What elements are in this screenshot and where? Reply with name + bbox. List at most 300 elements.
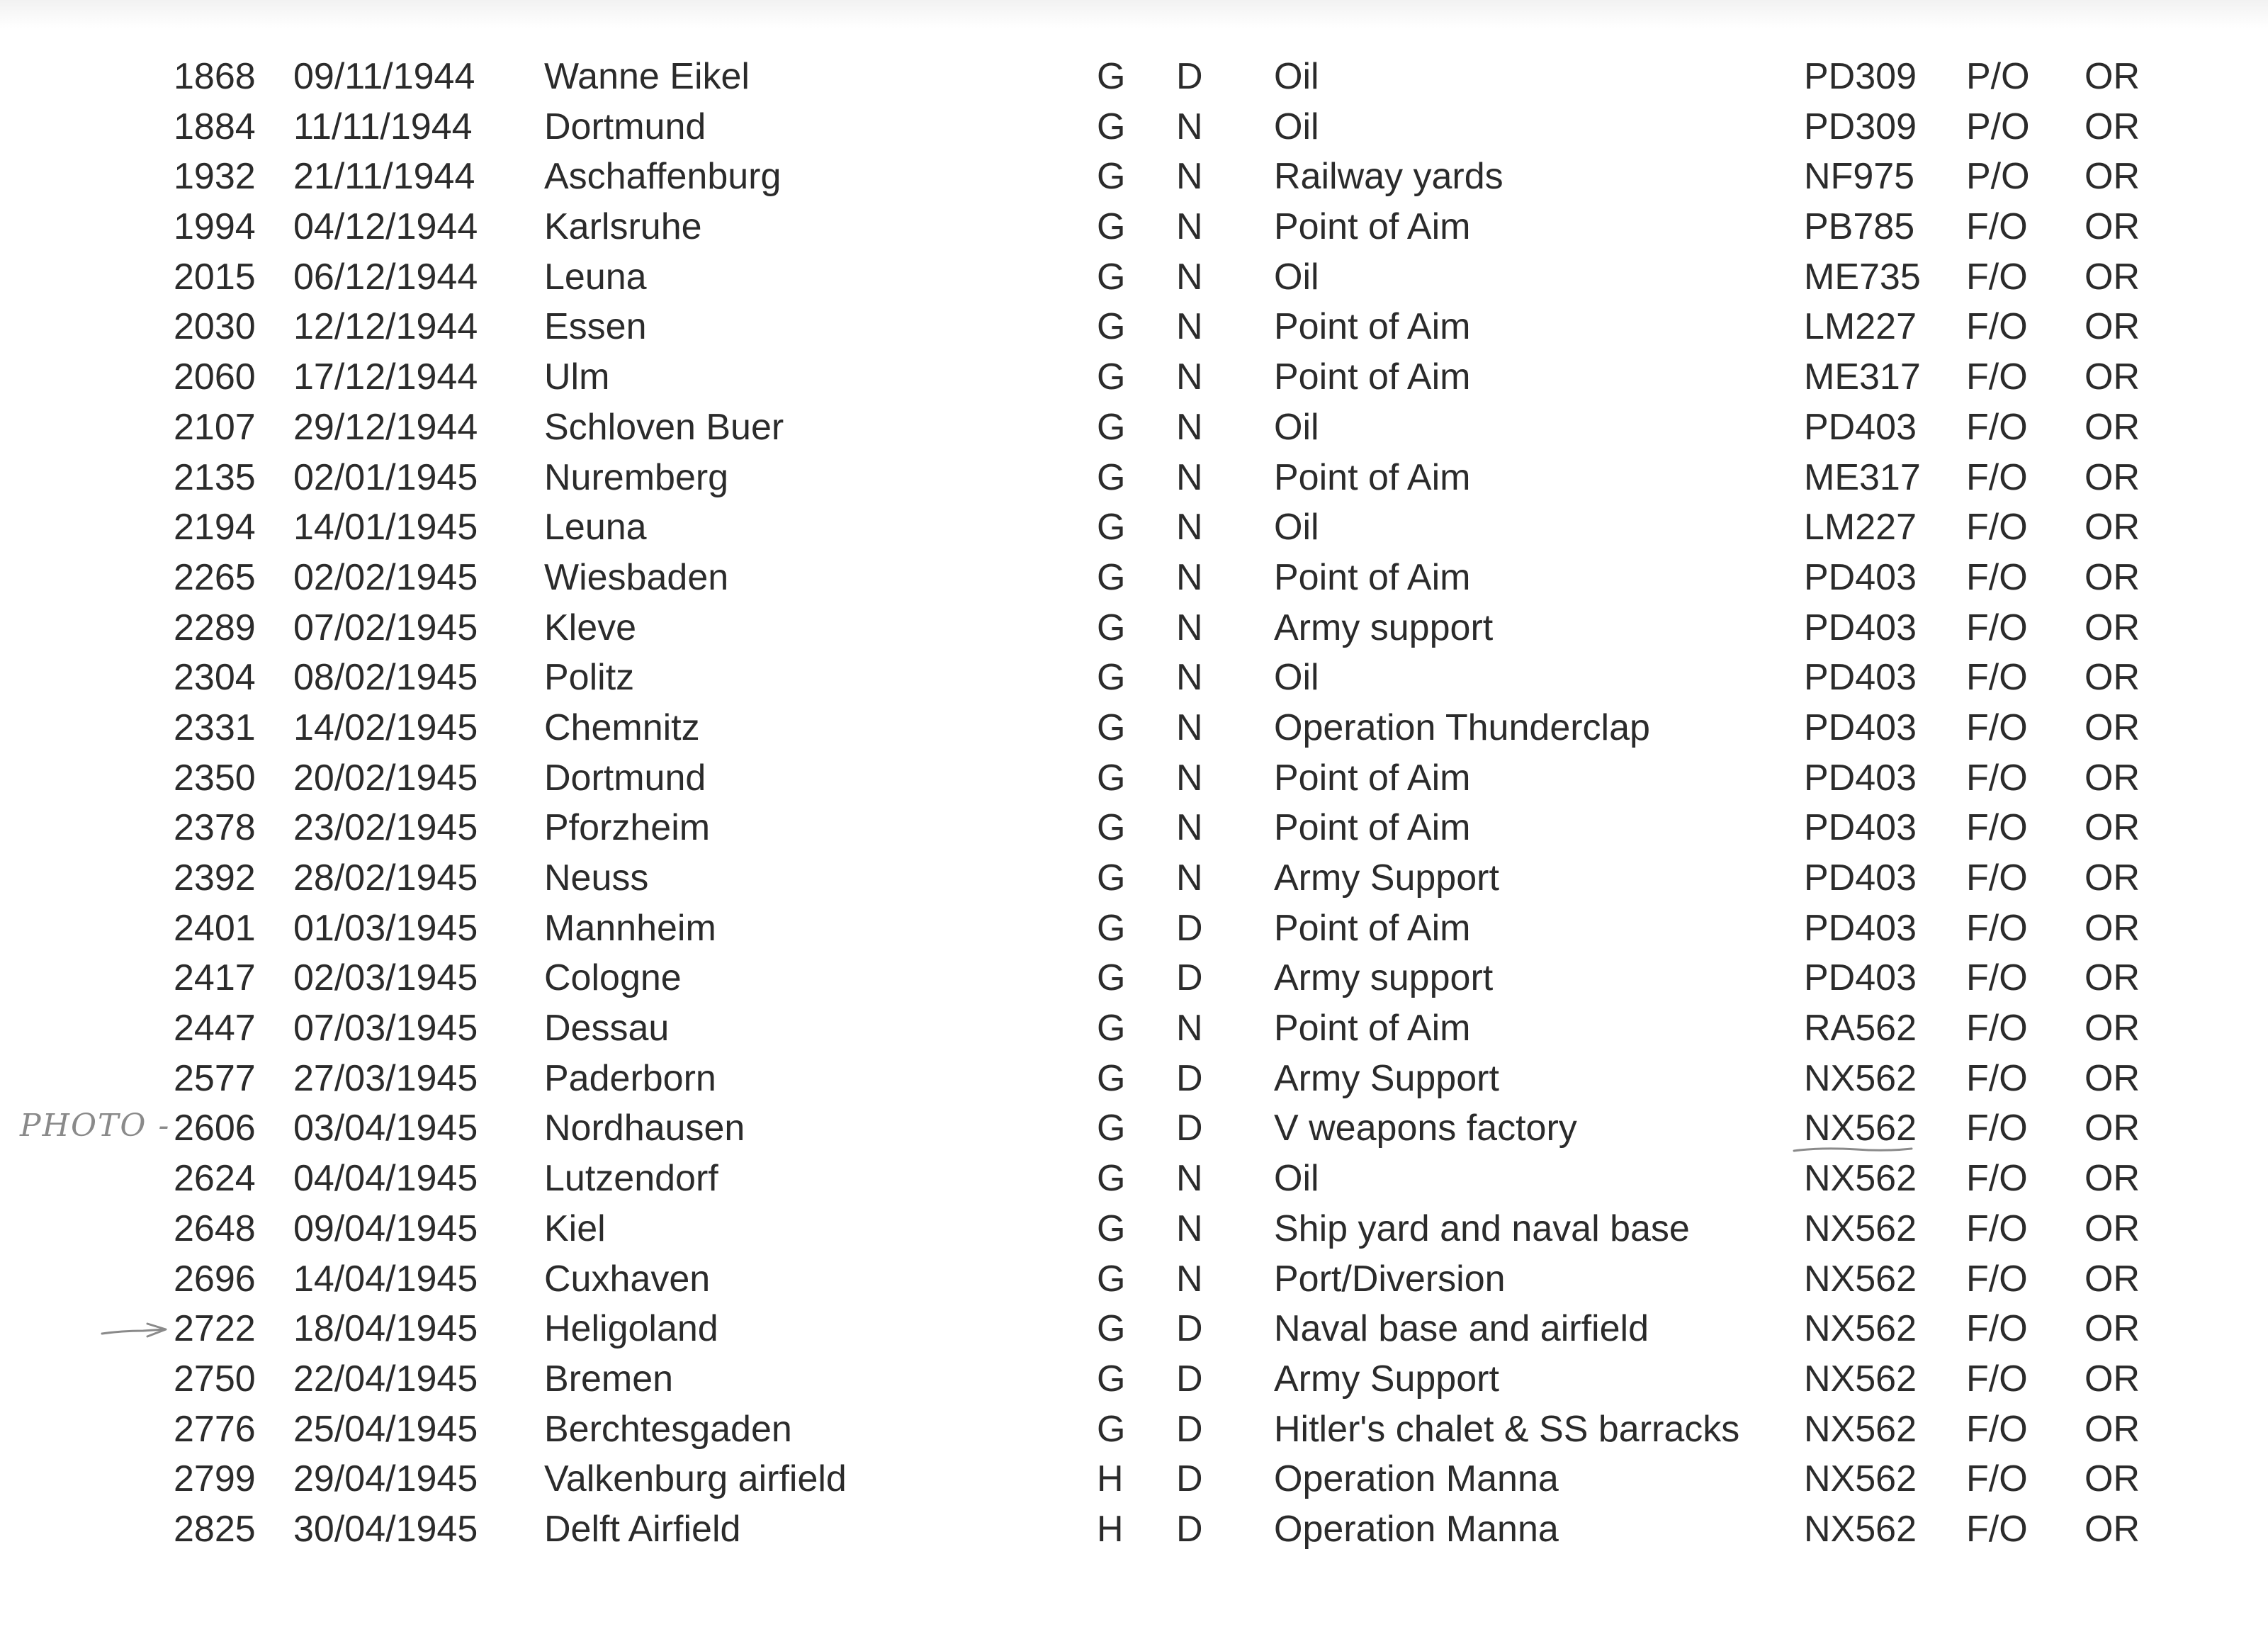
op-number-cell: 2417 [174,957,256,999]
table-row [0,1304,2268,1354]
group-code-cell: G [1097,1158,1126,1200]
op-number-cell: 2015 [174,256,256,298]
rank-cell: F/O [1966,406,2028,448]
date-cell: 06/12/1944 [293,256,478,298]
rank-cell: F/O [1966,657,2028,699]
target-type-cell: Operation Manna [1274,1458,1559,1500]
date-cell: 04/04/1945 [293,1158,478,1200]
table-row [0,52,2268,102]
day-night-cell: D [1176,56,1203,97]
table-row [0,1054,2268,1104]
target-cell: Dessau [544,1008,670,1049]
date-cell: 07/03/1945 [293,1008,478,1049]
date-cell: 22/04/1945 [293,1358,478,1400]
date-cell: 01/03/1945 [293,907,478,949]
or-code-cell: OR [2084,56,2140,97]
rank-cell: F/O [1966,957,2028,999]
aircraft-serial-cell: PD403 [1804,907,1917,949]
target-type-cell: Point of Aim [1274,907,1471,949]
day-night-cell: N [1176,807,1203,849]
day-night-cell: N [1176,1158,1203,1200]
target-cell: Politz [544,657,635,699]
target-type-cell: Point of Aim [1274,456,1471,498]
target-cell: Ulm [544,356,610,398]
day-night-cell: N [1176,156,1203,198]
table-row [0,102,2268,152]
date-cell: 14/02/1945 [293,706,478,748]
or-code-cell: OR [2084,1408,2140,1450]
group-code-cell: G [1097,156,1126,198]
operations-log-table [0,52,2268,1555]
target-type-cell: Point of Aim [1274,556,1471,598]
target-type-cell: Point of Aim [1274,807,1471,849]
aircraft-serial-cell: NX562 [1804,1458,1917,1500]
group-code-cell: G [1097,657,1126,699]
or-code-cell: OR [2084,507,2140,548]
or-code-cell: OR [2084,1158,2140,1200]
target-cell: Nordhausen [544,1108,745,1149]
day-night-cell: D [1176,1508,1203,1550]
target-cell: Bremen [544,1358,674,1400]
or-code-cell: OR [2084,356,2140,398]
table-row [0,653,2268,703]
rank-cell: F/O [1966,1207,2028,1249]
target-cell: Essen [544,306,647,348]
target-cell: Wiesbaden [544,556,729,598]
table-row [0,703,2268,753]
day-night-cell: N [1176,757,1203,799]
group-code-cell: G [1097,1408,1126,1450]
aircraft-serial-cell: PD403 [1804,757,1917,799]
date-cell: 02/01/1945 [293,456,478,498]
rank-cell: F/O [1966,1057,2028,1099]
op-number-cell: 2331 [174,706,256,748]
group-code-cell: G [1097,1057,1126,1099]
table-row [0,1404,2268,1455]
table-row [0,1454,2268,1504]
or-code-cell: OR [2084,706,2140,748]
scan-shadow-edge [0,0,2268,28]
aircraft-serial-cell: LM227 [1804,507,1917,548]
date-cell: 02/02/1945 [293,556,478,598]
target-cell: Berchtesgaden [544,1408,792,1450]
or-code-cell: OR [2084,556,2140,598]
op-number-cell: 1932 [174,156,256,198]
or-code-cell: OR [2084,206,2140,248]
or-code-cell: OR [2084,1458,2140,1500]
or-code-cell: OR [2084,757,2140,799]
target-type-cell: Army Support [1274,1358,1499,1400]
aircraft-serial-cell: LM227 [1804,306,1917,348]
or-code-cell: OR [2084,957,2140,999]
target-cell: Cologne [544,957,682,999]
date-cell: 17/12/1944 [293,356,478,398]
op-number-cell: 2378 [174,807,256,849]
aircraft-serial-cell: NX562 [1804,1508,1917,1550]
group-code-cell: G [1097,206,1126,248]
table-row [0,1103,2268,1154]
target-type-cell: Port/Diversion [1274,1258,1506,1300]
aircraft-serial-cell: PD403 [1804,706,1917,748]
op-number-cell: 2401 [174,907,256,949]
table-row [0,252,2268,303]
day-night-cell: N [1176,406,1203,448]
or-code-cell: OR [2084,1008,2140,1049]
target-type-cell: Point of Aim [1274,757,1471,799]
table-row [0,1003,2268,1054]
target-cell: Dortmund [544,757,706,799]
date-cell: 12/12/1944 [293,306,478,348]
rank-cell: F/O [1966,907,2028,949]
table-row [0,352,2268,402]
pencil-underline-mark [1793,1145,1913,1155]
group-code-cell: G [1097,607,1126,648]
day-night-cell: N [1176,356,1203,398]
day-night-cell: D [1176,907,1203,949]
rank-cell: F/O [1966,1508,2028,1550]
group-code-cell: G [1097,807,1126,849]
rank-cell: F/O [1966,256,2028,298]
date-cell: 09/04/1945 [293,1207,478,1249]
table-row [0,302,2268,352]
group-code-cell: G [1097,106,1126,147]
table-row [0,502,2268,553]
date-cell: 04/12/1944 [293,206,478,248]
aircraft-serial-cell: PB785 [1804,206,1915,248]
day-night-cell: N [1176,507,1203,548]
op-number-cell: 1868 [174,56,256,97]
target-type-cell: Operation Thunderclap [1274,706,1650,748]
aircraft-serial-cell: NX562 [1804,1258,1917,1300]
op-number-cell: 2289 [174,607,256,648]
date-cell: 25/04/1945 [293,1408,478,1450]
op-number-cell: 2060 [174,356,256,398]
aircraft-serial-cell: PD403 [1804,957,1917,999]
or-code-cell: OR [2084,1057,2140,1099]
or-code-cell: OR [2084,657,2140,699]
rank-cell: F/O [1966,757,2028,799]
group-code-cell: G [1097,256,1126,298]
date-cell: 18/04/1945 [293,1308,478,1350]
target-type-cell: Oil [1274,507,1319,548]
date-cell: 09/11/1944 [293,56,475,97]
group-code-cell: G [1097,406,1126,448]
target-cell: Dortmund [544,106,706,147]
table-row [0,553,2268,603]
target-cell: Pforzheim [544,807,711,849]
aircraft-serial-cell: NX562 [1804,1158,1917,1200]
target-cell: Wanne Eikel [544,56,750,97]
op-number-cell: 2750 [174,1358,256,1400]
day-night-cell: N [1176,106,1203,147]
target-cell: Neuss [544,857,649,899]
table-row [0,603,2268,653]
rank-cell: F/O [1966,1158,2028,1200]
aircraft-serial-cell: PD403 [1804,556,1917,598]
aircraft-serial-cell: PD309 [1804,106,1917,147]
target-type-cell: Army support [1274,607,1494,648]
aircraft-serial-cell: ME735 [1804,256,1921,298]
target-type-cell: Oil [1274,1158,1319,1200]
date-cell: 27/03/1945 [293,1057,478,1099]
rank-cell: F/O [1966,1308,2028,1350]
table-row [0,1354,2268,1404]
group-code-cell: G [1097,857,1126,899]
or-code-cell: OR [2084,1358,2140,1400]
day-night-cell: N [1176,657,1203,699]
group-code-cell: G [1097,757,1126,799]
or-code-cell: OR [2084,456,2140,498]
op-number-cell: 2825 [174,1508,256,1550]
or-code-cell: OR [2084,1308,2140,1350]
day-night-cell: N [1176,306,1203,348]
op-number-cell: 2350 [174,757,256,799]
group-code-cell: H [1097,1458,1124,1500]
table-row [0,753,2268,804]
table-row [0,953,2268,1003]
op-number-cell: 2696 [174,1258,256,1300]
aircraft-serial-cell: PD403 [1804,807,1917,849]
group-code-cell: G [1097,356,1126,398]
or-code-cell: OR [2084,857,2140,899]
rank-cell: F/O [1966,807,2028,849]
rank-cell: F/O [1966,607,2028,648]
day-night-cell: D [1176,1057,1203,1099]
op-number-cell: 2624 [174,1158,256,1200]
target-type-cell: Oil [1274,106,1319,147]
date-cell: 20/02/1945 [293,757,478,799]
aircraft-serial-cell: NX562 [1804,1408,1917,1450]
table-row [0,1204,2268,1254]
op-number-cell: 2194 [174,507,256,548]
date-cell: 29/12/1944 [293,406,478,448]
op-number-cell: 2392 [174,857,256,899]
group-code-cell: G [1097,706,1126,748]
rank-cell: F/O [1966,706,2028,748]
aircraft-serial-cell: NX562 [1804,1308,1917,1350]
day-night-cell: N [1176,706,1203,748]
or-code-cell: OR [2084,1258,2140,1300]
day-night-cell: N [1176,456,1203,498]
day-night-cell: D [1176,1108,1203,1149]
aircraft-serial-cell: PD403 [1804,406,1917,448]
op-number-cell: 2265 [174,556,256,598]
rank-cell: F/O [1966,507,2028,548]
aircraft-serial-cell: ME317 [1804,356,1921,398]
target-type-cell: Ship yard and naval base [1274,1207,1690,1249]
op-number-cell: 2722 [174,1308,256,1350]
day-night-cell: N [1176,1258,1203,1300]
group-code-cell: G [1097,957,1126,999]
target-cell: Kleve [544,607,637,648]
aircraft-serial-cell: RA562 [1804,1008,1917,1049]
table-row [0,402,2268,453]
target-cell: Cuxhaven [544,1258,711,1300]
or-code-cell: OR [2084,306,2140,348]
or-code-cell: OR [2084,1508,2140,1550]
day-night-cell: N [1176,607,1203,648]
target-type-cell: Army support [1274,957,1494,999]
target-type-cell: Point of Aim [1274,356,1471,398]
aircraft-serial-cell: PD403 [1804,657,1917,699]
table-row [0,202,2268,252]
target-type-cell: Hitler's chalet & SS barracks [1274,1408,1740,1450]
group-code-cell: G [1097,1358,1126,1400]
day-night-cell: D [1176,1308,1203,1350]
rank-cell: F/O [1966,306,2028,348]
op-number-cell: 1994 [174,206,256,248]
op-number-cell: 1884 [174,106,256,147]
op-number-cell: 2304 [174,657,256,699]
day-night-cell: D [1176,1358,1203,1400]
table-row [0,152,2268,202]
target-cell: Mannheim [544,907,716,949]
table-row [0,1254,2268,1305]
op-number-cell: 2776 [174,1408,256,1450]
day-night-cell: N [1176,556,1203,598]
or-code-cell: OR [2084,106,2140,147]
date-cell: 14/04/1945 [293,1258,478,1300]
date-cell: 11/11/1944 [293,106,473,147]
rank-cell: P/O [1966,156,2030,198]
rank-cell: F/O [1966,857,2028,899]
target-type-cell: Oil [1274,657,1319,699]
target-cell: Aschaffenburg [544,156,782,198]
date-cell: 21/11/1944 [293,156,475,198]
group-code-cell: G [1097,907,1126,949]
op-number-cell: 2577 [174,1057,256,1099]
target-cell: Leuna [544,507,647,548]
aircraft-serial-cell: PD403 [1804,857,1917,899]
target-cell: Nuremberg [544,456,729,498]
day-night-cell: D [1176,1408,1203,1450]
table-row [0,853,2268,903]
group-code-cell: H [1097,1508,1124,1550]
target-cell: Valkenburg airfield [544,1458,847,1500]
target-type-cell: Railway yards [1274,156,1503,198]
or-code-cell: OR [2084,256,2140,298]
or-code-cell: OR [2084,607,2140,648]
table-row [0,903,2268,954]
table-row [0,1504,2268,1555]
target-cell: Kiel [544,1207,606,1249]
rank-cell: F/O [1966,206,2028,248]
op-number-cell: 2648 [174,1207,256,1249]
rank-cell: F/O [1966,1258,2028,1300]
op-number-cell: 2606 [174,1108,256,1149]
group-code-cell: G [1097,1008,1126,1049]
group-code-cell: G [1097,306,1126,348]
op-number-cell: 2107 [174,406,256,448]
date-cell: 28/02/1945 [293,857,478,899]
rank-cell: F/O [1966,1108,2028,1149]
rank-cell: F/O [1966,1458,2028,1500]
aircraft-serial-cell: ME317 [1804,456,1921,498]
photo-margin-note: PHOTO - [20,1108,171,1144]
group-code-cell: G [1097,1108,1126,1149]
rank-cell: P/O [1966,106,2030,147]
target-type-cell: Oil [1274,56,1319,97]
day-night-cell: D [1176,1458,1203,1500]
date-cell: 14/01/1945 [293,507,478,548]
target-type-cell: Naval base and airfield [1274,1308,1649,1350]
aircraft-serial-cell: NX562 [1804,1108,1917,1149]
target-cell: Paderborn [544,1057,716,1099]
target-type-cell: Oil [1274,256,1319,298]
group-code-cell: G [1097,456,1126,498]
rank-cell: F/O [1966,1408,2028,1450]
day-night-cell: N [1176,1008,1203,1049]
date-cell: 30/04/1945 [293,1508,478,1550]
table-row [0,803,2268,853]
op-number-cell: 2030 [174,306,256,348]
day-night-cell: N [1176,1207,1203,1249]
aircraft-serial-cell: NX562 [1804,1057,1917,1099]
target-type-cell: Army Support [1274,1057,1499,1099]
aircraft-serial-cell: NX562 [1804,1207,1917,1249]
or-code-cell: OR [2084,1108,2140,1149]
rank-cell: F/O [1966,556,2028,598]
group-code-cell: G [1097,507,1126,548]
rank-cell: F/O [1966,456,2028,498]
target-cell: Leuna [544,256,647,298]
group-code-cell: G [1097,1207,1126,1249]
target-type-cell: Operation Manna [1274,1508,1559,1550]
table-row [0,453,2268,503]
target-type-cell: Point of Aim [1274,1008,1471,1049]
or-code-cell: OR [2084,406,2140,448]
group-code-cell: G [1097,1308,1126,1350]
target-cell: Delft Airfield [544,1508,741,1550]
or-code-cell: OR [2084,807,2140,849]
rank-cell: F/O [1966,1008,2028,1049]
group-code-cell: G [1097,1258,1126,1300]
date-cell: 08/02/1945 [293,657,478,699]
rank-cell: F/O [1966,1358,2028,1400]
or-code-cell: OR [2084,1207,2140,1249]
rank-cell: F/O [1966,356,2028,398]
aircraft-serial-cell: NX562 [1804,1358,1917,1400]
rank-cell: P/O [1966,56,2030,97]
target-type-cell: Oil [1274,406,1319,448]
aircraft-serial-cell: NF975 [1804,156,1915,198]
pencil-arrow-icon [101,1322,169,1339]
date-cell: 02/03/1945 [293,957,478,999]
group-code-cell: G [1097,56,1126,97]
aircraft-serial-cell: PD309 [1804,56,1917,97]
target-cell: Heligoland [544,1308,718,1350]
or-code-cell: OR [2084,156,2140,198]
aircraft-serial-cell: PD403 [1804,607,1917,648]
target-type-cell: Point of Aim [1274,206,1471,248]
target-type-cell: Army Support [1274,857,1499,899]
target-cell: Chemnitz [544,706,700,748]
target-cell: Schloven Buer [544,406,784,448]
date-cell: 23/02/1945 [293,807,478,849]
date-cell: 29/04/1945 [293,1458,478,1500]
target-cell: Karlsruhe [544,206,702,248]
target-type-cell: Point of Aim [1274,306,1471,348]
op-number-cell: 2799 [174,1458,256,1500]
target-type-cell: V weapons factory [1274,1108,1577,1149]
group-code-cell: G [1097,556,1126,598]
op-number-cell: 2135 [174,456,256,498]
day-night-cell: N [1176,206,1203,248]
or-code-cell: OR [2084,907,2140,949]
date-cell: 03/04/1945 [293,1108,478,1149]
op-number-cell: 2447 [174,1008,256,1049]
date-cell: 07/02/1945 [293,607,478,648]
